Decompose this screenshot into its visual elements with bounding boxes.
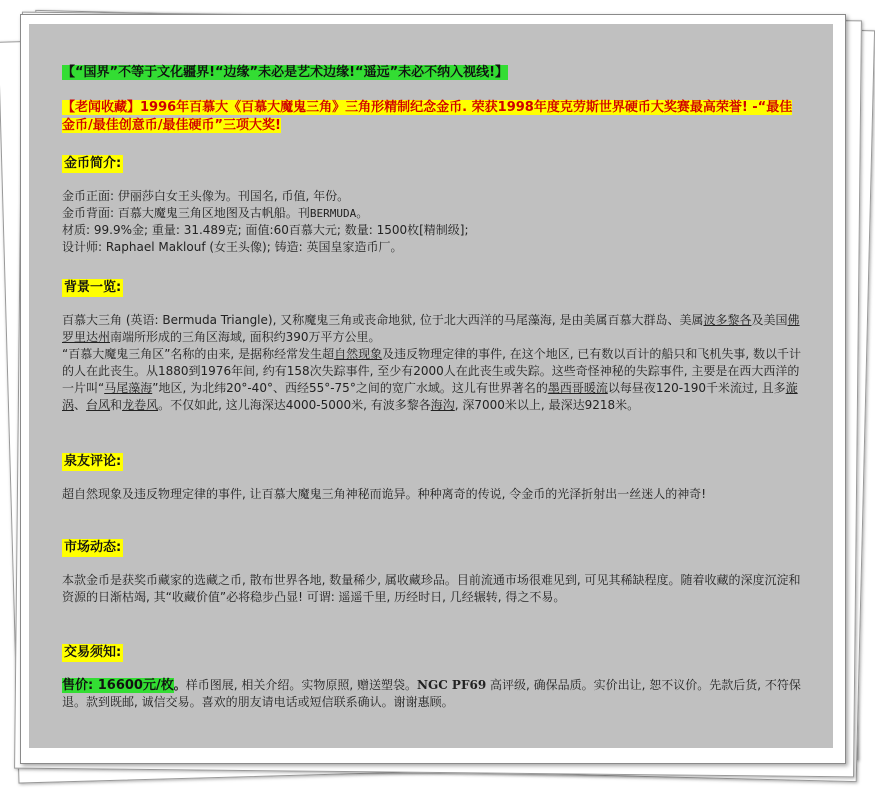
intro-line-2-suffix: 。 (356, 206, 369, 220)
review-text: 超自然现象及违反物理定律的事件, 让百慕大魔鬼三角神秘而诡异。种种离奇的传说, 令金币的光泽折射出一丝迷人的神奇! (62, 487, 707, 501)
headline-block (62, 99, 802, 135)
text-run: 以每昼夜120-190千米流过, 且多 (607, 381, 786, 395)
text-run: 。不仅如此, 这儿海深达4000-5000米, 有波多黎各 (158, 398, 431, 412)
document-content (29, 24, 833, 748)
text-run: 南端所形成的三角区海域, 面积约390万平方公里。 (110, 330, 381, 344)
link-tornado[interactable]: 龙卷风 (122, 398, 159, 412)
background-section (62, 276, 802, 297)
review-section (62, 450, 802, 471)
market-section (62, 536, 802, 557)
trade-section (62, 641, 802, 662)
link-supernatural[interactable]: 自然现象 (334, 347, 383, 361)
intro-line-1: 金币正面: 伊丽莎白女王头像为。刊国名, 币值, 年份。 (62, 189, 350, 203)
text-run: 。 (173, 678, 186, 692)
text-run: 、 (74, 398, 87, 412)
intro-line-4: 设计师: Raphael Maklouf (女王头像); 铸造: 英国皇家造币厂。 (62, 240, 403, 254)
link-sargasso-sea[interactable]: 马尾藻海 (104, 381, 153, 395)
link-gulf-stream[interactable]: 墨西哥暖流 (547, 381, 608, 395)
grading-label: NGC PF69 (416, 678, 487, 692)
intro-line-3: 材质: 99.9%金; 重量: 31.489克; 面值:60百慕大元; 数量: 1500枚[精制级]; (62, 223, 469, 237)
trade-text (62, 677, 802, 711)
intro-line-2-prefix: 金币背面: 百慕大魔鬼三角区地图及古帆船。刊 (62, 206, 310, 220)
text-run: ”地区, 为北纬20°-40°、西经55°-75°之间的宽广水域。这儿有世界著名的 (152, 381, 548, 395)
review-body (62, 486, 802, 503)
text-run: “百慕大魔鬼三角区”名称的由来, 是据称经常发生超 (62, 347, 335, 361)
headline-text: 【老闻收藏】1996年百慕大《百慕大魔鬼三角》三角形精制纪念金币. 荣获1998年度克劳斯世界硬币大奖赛最高荣誉! -“最佳金币/最佳创意币/最佳硬币”三项大奖! (62, 100, 793, 133)
link-typhoon[interactable]: 台风 (86, 398, 111, 412)
market-body (62, 572, 802, 606)
banner-block (62, 64, 802, 82)
text-run: 和 (110, 398, 123, 412)
text-run: 高评级, 确保品质。实价出让, 恕不议价。先款后货, 不符保退。款到既邮, 诚信交易。喜欢的朋友请电话或短信联系确认。谢谢惠顾。 (62, 678, 801, 709)
intro-body (62, 188, 802, 256)
trade-body (62, 677, 802, 711)
background-paragraph-2 (62, 346, 802, 414)
text-run: 及违反物理定律的事件, 在这个地区, 已有数以百计的船只和飞机失事, 数以千计的人在此丧生。从1880到1976年间, 约有158次失踪事件, 至少有2000人在此丧生或失踪。这些奇怪神秘的失踪事件, 主要是在西大西洋的一片叫“ (62, 347, 801, 395)
intro-line-2 (62, 205, 802, 222)
intro-heading: 金币简介: (64, 156, 122, 171)
background-paragraph-1 (62, 312, 802, 346)
link-puerto-rico[interactable]: 波多黎各 (703, 313, 752, 327)
link-florida[interactable]: 佛罗里达州 (62, 313, 800, 344)
link-trench[interactable]: 海沟 (430, 398, 455, 412)
text-run: 百慕大三角 (英语: Bermuda Triangle), 又称魔鬼三角或丧命地狱, 位于北大西洋的马尾藻海, 是由美属百慕大群岛、美属 (62, 313, 704, 327)
link-whirlpool[interactable]: 漩涡 (62, 381, 798, 412)
text-run: , 深7000米以上, 最深达9218米。 (454, 398, 640, 412)
review-heading: 泉友评论: (64, 454, 122, 469)
intro-line-2-code: BERMUDA (309, 207, 357, 220)
intro-section (62, 152, 802, 173)
background-heading: 背景一览: (64, 280, 122, 295)
market-heading: 市场动态: (64, 540, 122, 555)
trade-heading: 交易须知: (64, 645, 122, 660)
text-run: 样币图展, 相关介绍。实物原照, 赠送塑袋。 (185, 678, 417, 692)
text-run: 及美国 (751, 313, 788, 327)
banner-text: 【“国界”不等于文化疆界!“边缘”未必是艺术边缘!“遥远”未必不纳入视线!】 (62, 65, 509, 80)
price-label: 售价: 16600元/枚 (62, 678, 174, 693)
market-text: 本款金币是获奖币藏家的选藏之币, 散布世界各地, 数量稀少, 属收藏珍品。目前流通市场很难见到, 可见其稀缺程度。随着收藏的深度沉淀和资源的日渐枯竭, 其“收藏价值”必将稳步凸显! 可谓: 遥遥千里, 历经时日, 几经辗转, 得之不易。 (62, 573, 801, 604)
background-body (62, 312, 802, 414)
